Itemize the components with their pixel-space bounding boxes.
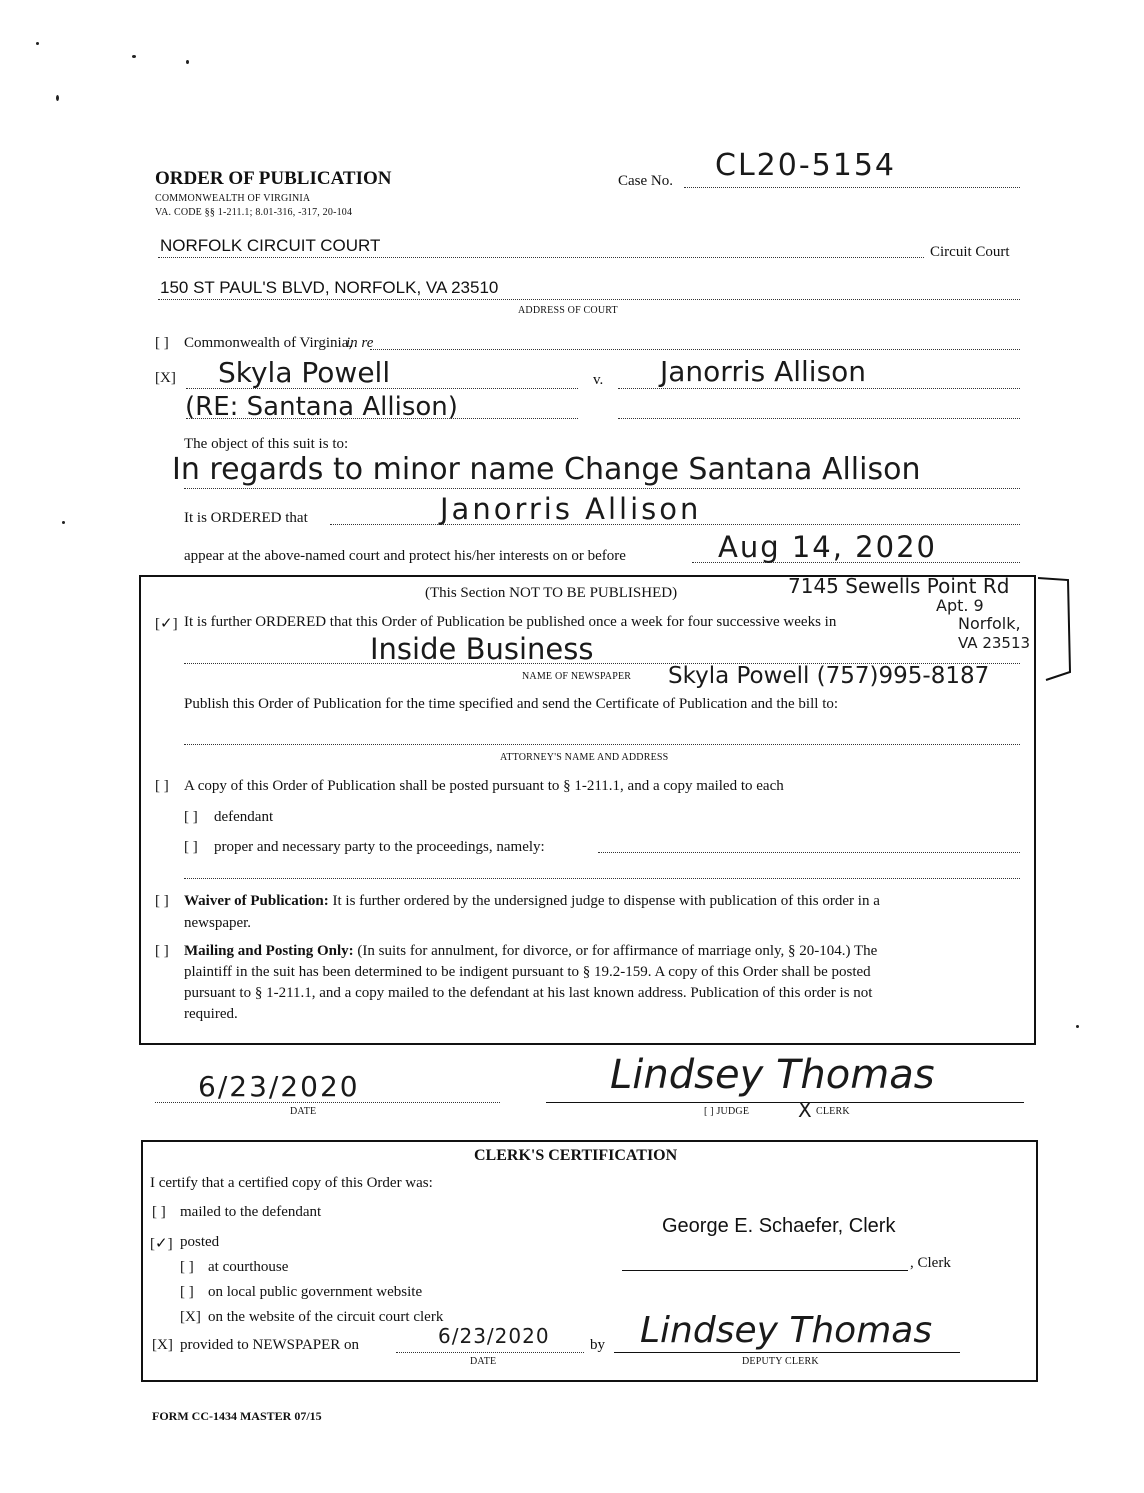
newspaper-name: Inside Business [370, 632, 594, 666]
certification-heading: CLERK'S CERTIFICATION [474, 1147, 678, 1164]
inre-line [370, 349, 1020, 350]
deputy-clerk-signature: Lindsey Thomas [640, 1310, 933, 1351]
posting-text: A copy of this Order of Publication shall be posted pursuant to § 1-211.1, and a copy mailed to each [184, 778, 784, 794]
mailed-checkbox[interactable]: [ ] [152, 1204, 166, 1220]
proper-party-line-2 [184, 878, 1020, 879]
plaintiff-name: Skyla Powell [218, 356, 391, 389]
mailing-text: Mailing and Posting Only: (In suits for annulment, for divorce, or for affirmance of marriage only, § 20-104.) The [184, 943, 878, 959]
judge-caption: [ ] JUDGE [704, 1106, 750, 1117]
waiver-checkbox[interactable]: [ ] [155, 893, 169, 909]
certification-intro: I certify that a certified copy of this Order was: [150, 1175, 433, 1191]
scan-speck [36, 42, 39, 45]
provided-date-caption: DATE [470, 1356, 497, 1367]
form-code: VA. CODE §§ 1-211.1; 8.01-316, -317, 20-104 [155, 207, 353, 218]
mailing-checkbox[interactable]: [ ] [155, 943, 169, 959]
scan-speck [56, 95, 59, 101]
mailed-text: mailed to the defendant [180, 1204, 322, 1220]
sign-date-caption: DATE [290, 1106, 317, 1117]
contact-address-line2: Apt. 9 [936, 596, 984, 615]
object-line [184, 488, 1020, 489]
case-line [684, 187, 1020, 188]
defendant-checkbox[interactable]: [ ] [184, 809, 198, 825]
clerk-check-mark: X [798, 1098, 812, 1122]
party-checkbox-proper[interactable]: [ ] [184, 839, 198, 855]
clerk-caption: CLERK [816, 1106, 850, 1117]
defendant-name: Janorris Allison [660, 355, 867, 388]
courthouse-checkbox[interactable]: [ ] [180, 1259, 194, 1275]
contact-address-line1: 7145 Sewells Point Rd [788, 574, 1010, 598]
proper-party-line [598, 852, 1020, 853]
mailing-text-4: required. [184, 1006, 238, 1022]
contact-name-phone: Skyla Powell (757)995-8187 [668, 663, 990, 689]
commonwealth-label: Commonwealth of Virginia, [184, 335, 353, 351]
re-child-name: (RE: Santana Allison) [185, 392, 458, 422]
proper-party-text: proper and necessary party to the proceedings, namely: [214, 839, 545, 855]
mailing-text-2: plaintiff in the suit has been determined to be indigent pursuant to § 19.2-159. A copy of this Order shall be posted [184, 964, 871, 980]
object-label: The object of this suit is to: [184, 436, 349, 452]
re-line-right [618, 418, 1020, 419]
address-caption: ADDRESS OF COURT [518, 305, 618, 316]
versus-label: v. [593, 372, 604, 388]
defendant-line [618, 388, 1020, 389]
scan-speck [1076, 1025, 1079, 1028]
form-number: FORM CC-1434 MASTER 07/15 [152, 1409, 322, 1423]
scan-speck [186, 60, 189, 64]
newspaper-checkbox[interactable]: [X] [152, 1337, 173, 1353]
contact-address-line3: Norfolk, [958, 614, 1021, 633]
signature-line [546, 1102, 1024, 1103]
publish-order-text: It is further ORDERED that this Order of Publication be published once a week for four successive weeks in [184, 614, 837, 630]
appear-date: Aug 14, 2020 [718, 530, 937, 564]
clerk-suffix: , Clerk [910, 1255, 951, 1271]
ordered-name: Janorris Allison [440, 492, 702, 526]
ordered-label: It is ORDERED that [184, 510, 308, 526]
contact-address-line4: VA 23513 [958, 634, 1031, 652]
sign-date: 6/23/2020 [198, 1070, 360, 1103]
waiver-text-2: newspaper. [184, 915, 252, 931]
newspaper-provided-text: provided to NEWSPAPER on [180, 1337, 360, 1353]
judge-clerk-signature: Lindsey Thomas [610, 1052, 935, 1098]
clerk-website-text: on the website of the circuit court clerk [208, 1309, 444, 1325]
provided-date-line [396, 1352, 584, 1353]
section-heading: (This Section NOT TO BE PUBLISHED) [425, 585, 678, 601]
case-number: CL20-5154 [715, 148, 897, 183]
newspaper-caption: NAME OF NEWSPAPER [522, 671, 632, 682]
appear-label: appear at the above-named court and protect his/her interests on or before [184, 548, 626, 564]
scan-speck [132, 55, 136, 58]
defendant-text: defendant [214, 809, 274, 825]
object-text: In regards to minor name Change Santana Allison [172, 452, 921, 487]
attorney-line [184, 744, 1020, 745]
deputy-signature-line [614, 1352, 960, 1353]
posting-checkbox[interactable]: [ ] [155, 778, 169, 794]
posted-text: posted [180, 1234, 220, 1250]
posted-checkbox[interactable]: [✓] [150, 1236, 173, 1252]
mailing-text-3: pursuant to § 1-211.1, and a copy mailed to the defendant at his last known address. Publication of this order is not [184, 985, 873, 1001]
deputy-clerk-caption: DEPUTY CLERK [742, 1356, 819, 1367]
waiver-text: Waiver of Publication: It is further ordered by the undersigned judge to dispense with publication of this order in a [184, 893, 880, 909]
by-label: by [590, 1337, 605, 1353]
clerk-name-stamp: George E. Schaefer, Clerk [662, 1215, 896, 1237]
courthouse-text: at courthouse [208, 1259, 289, 1275]
margin-bracket-icon [1036, 576, 1082, 686]
court-suffix: Circuit Court [930, 244, 1010, 260]
form-subtitle: COMMONWEALTH OF VIRGINIA [155, 193, 311, 204]
publish-checkbox[interactable]: [✓] [155, 616, 178, 632]
commonwealth-checkbox[interactable]: [ ] [155, 335, 169, 351]
case-label: Case No. [618, 173, 673, 189]
gov-website-text: on local public government website [208, 1284, 423, 1300]
court-line [158, 257, 924, 258]
provided-date: 6/23/2020 [438, 1324, 550, 1348]
form-title: ORDER OF PUBLICATION [155, 168, 392, 189]
commonwealth-inre: in re [346, 335, 374, 351]
party-checkbox[interactable]: [X] [155, 370, 176, 386]
publish-instructions: Publish this Order of Publication for the time specified and send the Certificate of Publication and the bill to: [184, 696, 839, 712]
gov-website-checkbox[interactable]: [ ] [180, 1284, 194, 1300]
clerk-website-checkbox[interactable]: [X] [180, 1309, 201, 1325]
court-address: 150 ST PAUL'S BLVD, NORFOLK, VA 23510 [160, 278, 499, 297]
address-line [158, 299, 1020, 300]
scan-speck [62, 521, 65, 524]
attorney-caption: ATTORNEY'S NAME AND ADDRESS [500, 752, 669, 763]
court-name: NORFOLK CIRCUIT COURT [160, 236, 381, 255]
clerk-name-line [622, 1270, 908, 1271]
